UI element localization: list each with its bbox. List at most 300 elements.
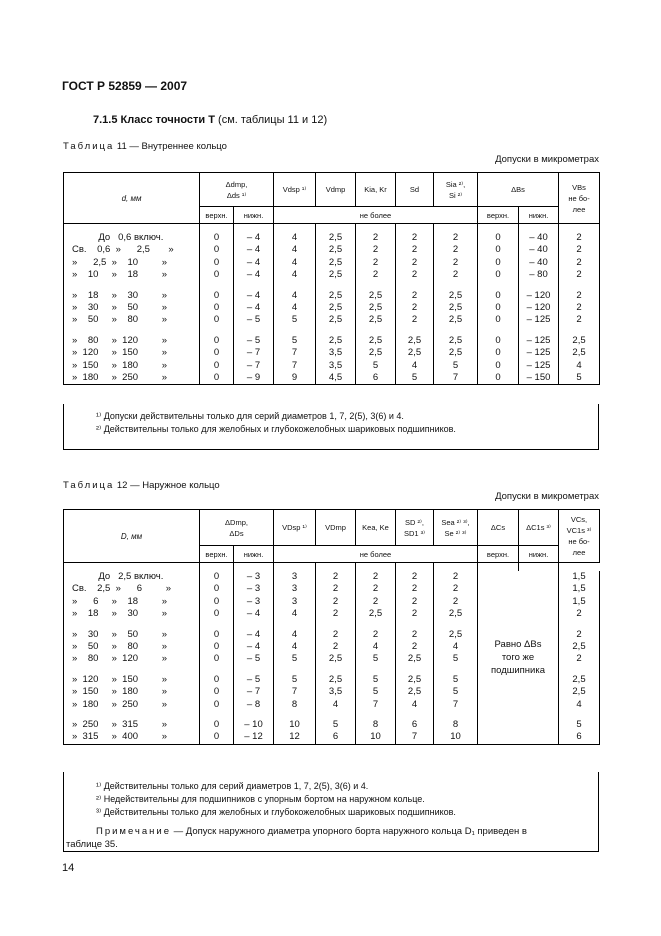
value-cell: 6 xyxy=(559,731,600,744)
gap-cell xyxy=(356,666,396,674)
value-cell: 2 xyxy=(434,596,478,608)
value-cell: 2 xyxy=(559,290,600,302)
gap-cell xyxy=(64,711,200,719)
t12-note-word: Примечание xyxy=(96,826,171,837)
value-cell: 0 xyxy=(200,571,234,583)
diameter-range-cell: » 30 » 50 » xyxy=(64,629,200,641)
value-cell: 2 xyxy=(559,302,600,314)
value-cell: – 4 xyxy=(234,629,274,641)
value-cell: 0 xyxy=(478,335,519,347)
t11-header-sd: Sd xyxy=(396,173,434,207)
value-cell: 0 xyxy=(478,269,519,281)
value-cell: 2,5 xyxy=(396,335,434,347)
value-cell: – 4 xyxy=(234,232,274,244)
diameter-range-cell: » 80 » 120 » xyxy=(64,653,200,665)
diameter-range-cell: » 50 » 80 » xyxy=(64,314,200,326)
value-cell: 2,5 xyxy=(434,347,478,359)
value-cell: 5 xyxy=(316,719,356,731)
value-cell: 2 xyxy=(356,244,396,256)
value-cell: 2 xyxy=(356,583,396,595)
t11-header-vbs xyxy=(559,173,600,224)
value-cell: 2 xyxy=(396,290,434,302)
value-cell: 2,5 xyxy=(396,347,434,359)
diameter-range-cell: » 250 » 315 » xyxy=(64,719,200,731)
value-cell: 2,5 xyxy=(316,653,356,665)
t11-header-sia xyxy=(434,173,478,207)
t12-header-vcs3: не бо- xyxy=(568,537,590,546)
t11-header-vbs3: лее xyxy=(572,204,586,214)
value-cell: 5 xyxy=(559,372,600,385)
gap-cell xyxy=(200,711,234,719)
value-cell: 3 xyxy=(274,571,316,583)
t12-header-dev2: ΔDs xyxy=(229,528,244,538)
merged-delta-cs-cell xyxy=(478,571,559,744)
value-cell: – 7 xyxy=(234,360,274,372)
gap-cell xyxy=(434,224,478,233)
gap-cell xyxy=(559,621,600,629)
value-cell: 2,5 xyxy=(356,608,396,620)
value-cell: 0 xyxy=(478,257,519,269)
value-cell: 4 xyxy=(559,360,600,372)
value-cell: 2,5 xyxy=(396,653,434,665)
value-cell: 2,5 xyxy=(356,335,396,347)
value-cell: 2,5 xyxy=(316,290,356,302)
gap-cell xyxy=(396,224,434,233)
value-cell: – 4 xyxy=(234,290,274,302)
value-cell: – 125 xyxy=(519,335,559,347)
value-cell: 0 xyxy=(478,244,519,256)
value-cell: 4 xyxy=(274,257,316,269)
gap-cell xyxy=(200,327,234,335)
table12-tolerance-note: Допуски в микрометрах xyxy=(495,491,599,502)
value-cell: 2,5 xyxy=(356,290,396,302)
value-cell: – 150 xyxy=(519,372,559,385)
gap-cell xyxy=(356,224,396,233)
value-cell: 2 xyxy=(396,629,434,641)
t11-header-sia2: Si ²⁾ xyxy=(448,190,463,200)
gap-cell xyxy=(519,327,559,335)
value-cell: 2 xyxy=(396,596,434,608)
gap-cell xyxy=(274,666,316,674)
value-cell: 0 xyxy=(200,699,234,711)
gap-cell xyxy=(64,224,200,233)
t12-footnotes xyxy=(63,772,599,852)
value-cell: 0 xyxy=(478,290,519,302)
value-cell: 2 xyxy=(356,571,396,583)
value-cell: 4 xyxy=(396,360,434,372)
gap-cell xyxy=(64,563,200,572)
value-cell: 2 xyxy=(559,653,600,665)
table11-caption xyxy=(63,141,227,152)
value-cell: 2 xyxy=(316,571,356,583)
value-cell: 2,5 xyxy=(396,674,434,686)
gap-cell xyxy=(64,282,200,290)
value-cell: 2,5 xyxy=(316,257,356,269)
t11-header-bs: ΔBs xyxy=(478,173,559,207)
value-cell: 2 xyxy=(559,608,600,620)
value-cell: – 125 xyxy=(519,347,559,359)
t11-footnotes xyxy=(63,404,599,450)
value-cell: 2 xyxy=(396,269,434,281)
value-cell: 6 xyxy=(396,719,434,731)
gap-cell xyxy=(64,327,200,335)
gap-cell xyxy=(356,282,396,290)
diameter-range-cell: » 120 » 150 » xyxy=(64,347,200,359)
table11-tolerance-note: Допуски в микрометрах xyxy=(495,154,599,165)
t11-header-dev xyxy=(200,173,274,207)
value-cell: 1,5 xyxy=(559,596,600,608)
value-cell: 2 xyxy=(559,269,600,281)
t11-header-kia: Kia, Kr xyxy=(356,173,396,207)
t12-header-sd xyxy=(396,510,434,546)
value-cell: – 10 xyxy=(234,719,274,731)
value-cell: 4 xyxy=(274,629,316,641)
value-cell: 2 xyxy=(559,629,600,641)
value-cell: – 120 xyxy=(519,290,559,302)
value-cell: 0 xyxy=(478,360,519,372)
value-cell: 2 xyxy=(396,583,434,595)
t11-header-vdmp: Vdmp xyxy=(316,173,356,207)
value-cell: 7 xyxy=(274,360,316,372)
value-cell: 0 xyxy=(200,302,234,314)
value-cell: 2,5 xyxy=(559,641,600,653)
table-row xyxy=(64,372,600,385)
gap-cell xyxy=(396,282,434,290)
value-cell: 2,5 xyxy=(316,302,356,314)
value-cell: 2 xyxy=(559,257,600,269)
value-cell: – 3 xyxy=(234,571,274,583)
diameter-range-cell: » 10 » 18 » xyxy=(64,269,200,281)
value-cell: 2,5 xyxy=(356,347,396,359)
gap-cell xyxy=(519,282,559,290)
value-cell: 4 xyxy=(274,244,316,256)
value-cell: – 4 xyxy=(234,641,274,653)
value-cell: 9 xyxy=(274,372,316,385)
value-cell: 12 xyxy=(274,731,316,744)
gap-cell xyxy=(234,282,274,290)
gap-cell xyxy=(274,282,316,290)
gap-cell xyxy=(478,282,519,290)
t12-sub-lower: нижн. xyxy=(234,546,274,563)
value-cell: 4 xyxy=(434,641,478,653)
value-cell: – 4 xyxy=(234,269,274,281)
table11-caption-word: Таблица xyxy=(63,141,115,152)
value-cell: 1,5 xyxy=(559,571,600,583)
value-cell: 2 xyxy=(356,257,396,269)
value-cell: – 40 xyxy=(519,232,559,244)
value-cell: 3 xyxy=(274,596,316,608)
value-cell: – 3 xyxy=(234,596,274,608)
t11-sub-nomore: не более xyxy=(274,207,478,224)
value-cell: 7 xyxy=(434,699,478,711)
t11-header-sia1: Sia ²⁾, xyxy=(445,179,466,189)
value-cell: 8 xyxy=(274,699,316,711)
gap-cell xyxy=(316,563,356,572)
diameter-range-cell: Св. 2,5 » 6 » xyxy=(64,583,200,595)
value-cell: 2 xyxy=(434,244,478,256)
gap-cell xyxy=(396,666,434,674)
gap-cell xyxy=(434,711,478,719)
gap-cell xyxy=(316,327,356,335)
value-cell: 0 xyxy=(200,719,234,731)
merged-text-line: подшипника xyxy=(490,664,546,676)
t12-header-kea: Kea, Ke xyxy=(356,510,396,546)
value-cell: 2,5 xyxy=(559,686,600,698)
t12-header-vcs1: VCs, xyxy=(570,515,588,524)
value-cell: 2 xyxy=(434,232,478,244)
t12-footnote-2: ²⁾ Недействительны для подшипников с упорным бортом на наружном кольце. xyxy=(96,794,425,804)
value-cell: 4 xyxy=(274,269,316,281)
merged-text-line: того же xyxy=(501,651,535,663)
value-cell: 0 xyxy=(200,731,234,744)
value-cell: 1,5 xyxy=(559,583,600,595)
gap-cell xyxy=(200,282,234,290)
value-cell: – 4 xyxy=(234,302,274,314)
table-row xyxy=(64,232,600,244)
value-cell: 5 xyxy=(559,719,600,731)
value-cell: 3,5 xyxy=(316,686,356,698)
value-cell: 0 xyxy=(200,290,234,302)
value-cell: 2 xyxy=(316,629,356,641)
value-cell: 2,5 xyxy=(434,335,478,347)
value-cell: 0 xyxy=(200,596,234,608)
diameter-range-cell: » 120 » 150 » xyxy=(64,674,200,686)
table-row xyxy=(64,347,600,359)
diameter-range-cell: До 2,5 включ. xyxy=(64,571,200,583)
t12-header-sea2: Se ²⁾ ³⁾ xyxy=(444,528,467,538)
t11-body xyxy=(64,224,600,385)
gap-cell xyxy=(356,621,396,629)
value-cell: 10 xyxy=(356,731,396,744)
table-row xyxy=(64,257,600,269)
value-cell: 2 xyxy=(559,232,600,244)
value-cell: 2,5 xyxy=(316,232,356,244)
gap-cell xyxy=(200,563,234,572)
gap-cell xyxy=(274,563,316,572)
diameter-range-cell: » 180 » 250 » xyxy=(64,699,200,711)
table12-caption xyxy=(63,480,220,491)
value-cell: 2 xyxy=(316,608,356,620)
value-cell: 0 xyxy=(200,314,234,326)
gap-cell xyxy=(234,563,274,572)
value-cell: 0 xyxy=(200,608,234,620)
value-cell: 0 xyxy=(200,347,234,359)
t12-header-c1s: ΔC1s ³⁾ xyxy=(519,510,559,546)
value-cell: 0 xyxy=(478,372,519,385)
table11-caption-rest: 11 — Внутреннее кольцо xyxy=(116,141,227,152)
value-cell: 2 xyxy=(434,571,478,583)
value-cell: 4 xyxy=(274,608,316,620)
value-cell: – 4 xyxy=(234,244,274,256)
t11-header-dev2: Δds ¹⁾ xyxy=(226,190,247,200)
value-cell: 4 xyxy=(396,699,434,711)
value-cell: 5 xyxy=(356,653,396,665)
t12-sub-nomore: не более xyxy=(274,546,478,563)
value-cell: 0 xyxy=(200,674,234,686)
value-cell: 2 xyxy=(316,596,356,608)
t11-header-vbs1: VBs xyxy=(572,182,586,192)
gap-cell xyxy=(274,711,316,719)
gap-cell xyxy=(356,563,396,572)
gap-cell xyxy=(559,282,600,290)
value-cell: 2 xyxy=(316,583,356,595)
value-cell: 6 xyxy=(316,731,356,744)
value-cell: 2,5 xyxy=(434,290,478,302)
value-cell: 4 xyxy=(274,232,316,244)
value-cell: – 125 xyxy=(519,360,559,372)
t11-header-dev1: Δdmp, xyxy=(225,179,248,189)
diameter-range-cell: » 150 » 180 » xyxy=(64,686,200,698)
t12-header-vcs4: лее xyxy=(572,548,586,557)
page-number: 14 xyxy=(62,862,75,874)
value-cell: 2,5 xyxy=(434,629,478,641)
value-cell: 4,5 xyxy=(316,372,356,385)
gap-cell xyxy=(519,563,559,572)
value-cell: 2,5 xyxy=(434,302,478,314)
value-cell: 0 xyxy=(200,232,234,244)
value-cell: 2 xyxy=(434,257,478,269)
value-cell: 0 xyxy=(478,347,519,359)
value-cell: 5 xyxy=(274,653,316,665)
value-cell: 10 xyxy=(434,731,478,744)
diameter-range-cell: » 30 » 50 » xyxy=(64,302,200,314)
value-cell: 2,5 xyxy=(316,269,356,281)
t12-header-dev xyxy=(200,510,274,546)
value-cell: – 120 xyxy=(519,302,559,314)
gap-cell xyxy=(234,711,274,719)
diameter-range-cell: » 150 » 180 » xyxy=(64,360,200,372)
value-cell: 2,5 xyxy=(434,608,478,620)
gap-cell xyxy=(396,621,434,629)
t12-sub-upper: верхн. xyxy=(200,546,234,563)
gap-cell xyxy=(478,327,519,335)
value-cell: 2,5 xyxy=(356,302,396,314)
value-cell: – 9 xyxy=(234,372,274,385)
t12-header-sea1: Sea ²⁾ ³⁾, xyxy=(441,517,470,527)
gap-cell xyxy=(234,327,274,335)
value-cell: 8 xyxy=(434,719,478,731)
value-cell: – 40 xyxy=(519,257,559,269)
diameter-range-cell: Св. 0,6 » 2,5 » xyxy=(64,244,200,256)
t12-header-d: D, мм xyxy=(64,510,200,563)
t11-header-vbs2: не бо- xyxy=(568,193,590,203)
gap-cell xyxy=(434,666,478,674)
gap-cell xyxy=(316,282,356,290)
value-cell: 0 xyxy=(200,372,234,385)
value-cell: – 8 xyxy=(234,699,274,711)
gap-cell xyxy=(396,327,434,335)
value-cell: 2 xyxy=(559,314,600,326)
t12-header-vdsp: VDsp ¹⁾ xyxy=(274,510,316,546)
t12-header-vcs2: VC1s ³⁾ xyxy=(566,526,592,535)
gap-cell xyxy=(434,563,478,572)
diameter-range-cell: » 180 » 250 » xyxy=(64,372,200,385)
gap-cell xyxy=(559,224,600,233)
value-cell: 5 xyxy=(434,674,478,686)
gap-cell xyxy=(200,666,234,674)
t12-header-sd2: SD1 ³⁾ xyxy=(403,528,425,538)
value-cell: 0 xyxy=(200,641,234,653)
document-id: ГОСТ Р 52859 — 2007 xyxy=(62,79,188,93)
gap-cell xyxy=(478,563,519,572)
t12-header-cs: ΔCs xyxy=(478,510,519,546)
t12-body xyxy=(64,563,600,745)
gap-cell xyxy=(64,621,200,629)
value-cell: 2,5 xyxy=(559,335,600,347)
value-cell: 5 xyxy=(274,335,316,347)
value-cell: 7 xyxy=(396,731,434,744)
value-cell: – 12 xyxy=(234,731,274,744)
gap-cell xyxy=(559,711,600,719)
t11-sub-upper2: верхн. xyxy=(478,207,519,224)
merged-text-line: Равно ΔBs xyxy=(494,638,542,650)
table12 xyxy=(63,509,600,745)
table12-caption-word: Таблица xyxy=(63,480,115,491)
value-cell: 2 xyxy=(434,583,478,595)
value-cell: 2 xyxy=(396,257,434,269)
t12-note-text: — Допуск наружного диаметра упорного борта наружного кольца D₁ приведен в xyxy=(171,826,527,837)
value-cell: 5 xyxy=(434,686,478,698)
diameter-range-cell: До 0,6 включ. xyxy=(64,232,200,244)
value-cell: 2,5 xyxy=(316,674,356,686)
gap-cell xyxy=(234,666,274,674)
value-cell: 7 xyxy=(274,347,316,359)
gap-cell xyxy=(316,711,356,719)
gap-cell xyxy=(64,666,200,674)
value-cell: 0 xyxy=(200,653,234,665)
value-cell: 5 xyxy=(434,360,478,372)
gap-cell xyxy=(434,327,478,335)
gap-cell xyxy=(434,282,478,290)
t11-footnote-2: ²⁾ Действительны только для желобных и глубокожелобных шариковых подшипников. xyxy=(96,424,456,434)
gap-cell xyxy=(356,327,396,335)
value-cell: 2 xyxy=(356,269,396,281)
gap-cell xyxy=(559,327,600,335)
value-cell: 4 xyxy=(274,290,316,302)
value-cell: – 5 xyxy=(234,335,274,347)
value-cell: 4 xyxy=(356,641,396,653)
value-cell: 5 xyxy=(396,372,434,385)
gap-cell xyxy=(274,327,316,335)
section-ref: (см. таблицы 11 и 12) xyxy=(218,114,328,126)
value-cell: 4 xyxy=(274,641,316,653)
gap-cell xyxy=(316,621,356,629)
value-cell: 7 xyxy=(274,686,316,698)
gap-cell xyxy=(316,224,356,233)
gap-cell xyxy=(434,621,478,629)
value-cell: 0 xyxy=(478,302,519,314)
value-cell: 2 xyxy=(396,244,434,256)
value-cell: 2,5 xyxy=(396,686,434,698)
t12-header-sea xyxy=(434,510,478,546)
value-cell: 7 xyxy=(356,699,396,711)
t12-header-sd1: SD ²⁾, xyxy=(405,517,424,527)
diameter-range-cell: » 50 » 80 » xyxy=(64,641,200,653)
t12-footnote-1: ¹⁾ Действительны только для серий диаметров 1, 7, 2(5), 3(6) и 4. xyxy=(96,781,369,791)
value-cell: 2 xyxy=(356,629,396,641)
value-cell: – 5 xyxy=(234,314,274,326)
table-row xyxy=(64,244,600,256)
value-cell: 0 xyxy=(200,269,234,281)
section-heading xyxy=(93,114,327,126)
t11-sub-lower2: нижн. xyxy=(519,207,559,224)
value-cell: 5 xyxy=(274,314,316,326)
value-cell: 2 xyxy=(356,596,396,608)
value-cell: 2 xyxy=(396,641,434,653)
value-cell: 6 xyxy=(356,372,396,385)
value-cell: – 5 xyxy=(234,674,274,686)
value-cell: 10 xyxy=(274,719,316,731)
